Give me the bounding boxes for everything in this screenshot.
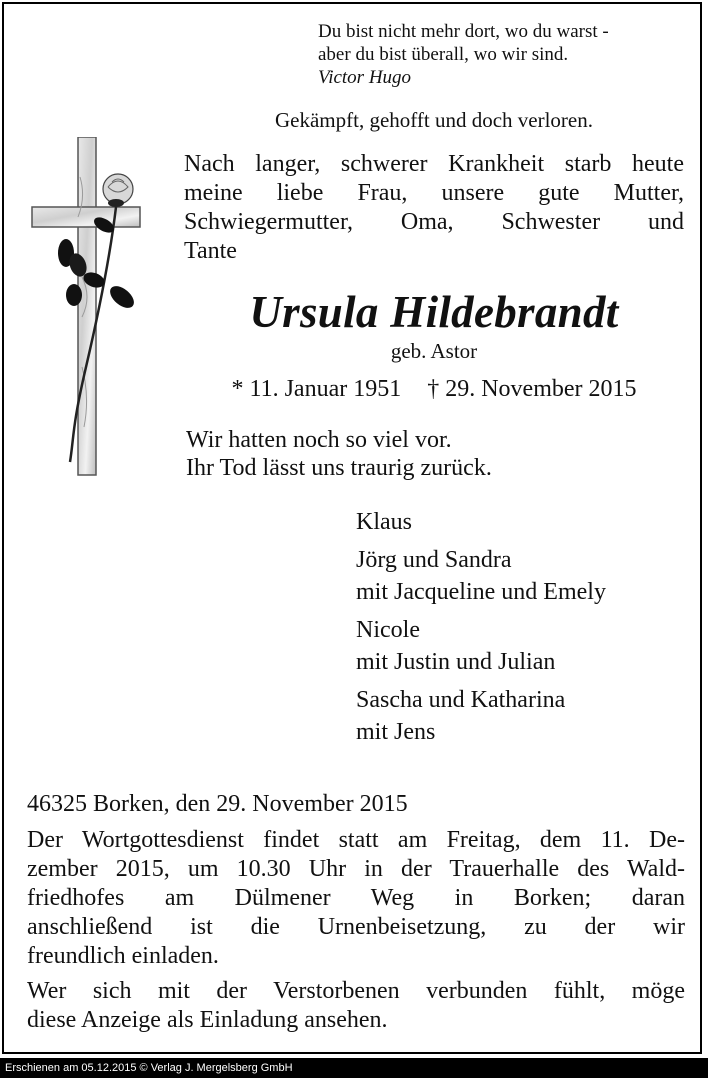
intro-line-1: Nach langer, schwerer Krankheit starb heute	[184, 151, 684, 177]
family-member: Klaus	[356, 509, 412, 535]
family-group	[356, 614, 606, 678]
birth-date: * 11. Januar 1951	[231, 376, 402, 402]
family-group	[356, 544, 606, 608]
intro-line-3: Schwiegermutter, Oma, Schwester und	[184, 209, 684, 235]
family-member: mit Jens	[356, 719, 436, 745]
family-list	[356, 506, 606, 754]
family-member: Sascha und Katharina	[356, 687, 566, 713]
intro-line-4: Tante	[184, 238, 237, 264]
quote-block	[318, 20, 609, 89]
invitation-line: Wer sich mit der Verstorbenen verbunden fühlt, möge	[27, 978, 685, 1004]
service-line: zember 2015, um 10.30 Uhr in der Trauerhalle des Wald-	[27, 856, 685, 882]
invitation-text	[27, 977, 685, 1035]
family-group	[356, 684, 606, 748]
remark-line-2: Ihr Tod lässt uns traurig zurück.	[186, 455, 492, 481]
family-member: mit Justin und Julian	[356, 649, 556, 675]
service-line: friedhofes am Dülmener Weg in Borken; daran	[27, 885, 685, 911]
service-line: anschließend ist die Urnenbeisetzung, zu der wir	[27, 914, 685, 940]
motto: Gekämpft, gehofft und doch verloren.	[274, 108, 593, 132]
intro-line-2: meine liebe Frau, unsere gute Mutter,	[184, 180, 684, 206]
intro-text	[184, 150, 684, 266]
invitation-line: diese Anzeige als Einladung ansehen.	[27, 1007, 388, 1033]
family-member: Nicole	[356, 617, 420, 643]
family-member: mit Jacqueline und Emely	[356, 579, 606, 605]
service-line: Der Wortgottesdienst findet statt am Freitag, dem 11. De-	[27, 827, 685, 853]
birth-name: geb. Astor	[390, 339, 478, 363]
place-date: 46325 Borken, den 29. November 2015	[27, 791, 408, 817]
quote-author: Victor Hugo	[318, 67, 412, 88]
service-line: freundlich einladen.	[27, 943, 219, 969]
remark-text	[186, 426, 492, 482]
family-group	[356, 506, 606, 538]
service-text	[27, 826, 685, 971]
family-member: Jörg und Sandra	[356, 547, 512, 573]
death-date: † 29. November 2015	[427, 376, 637, 402]
remark-line-1: Wir hatten noch so viel vor.	[186, 427, 452, 453]
life-dates	[184, 376, 684, 403]
deceased-name: Ursula Hildebrandt	[249, 287, 619, 337]
publication-footer: Erschienen am 05.12.2015 © Verlag J. Mergelsberg GmbH	[0, 1058, 708, 1078]
quote-line-2: aber du bist überall, wo wir sind.	[318, 44, 569, 65]
cross-with-rose-image	[30, 137, 145, 477]
quote-line-1: Du bist nicht mehr dort, wo du warst -	[318, 21, 609, 42]
